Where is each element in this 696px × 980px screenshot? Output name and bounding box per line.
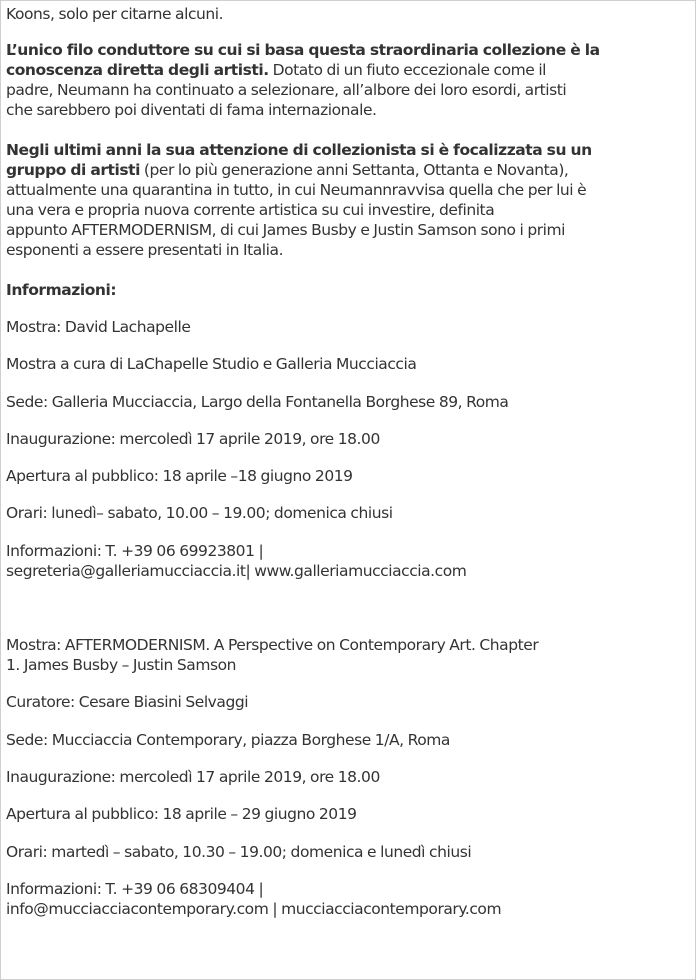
para1-line4: che sarebbero poi diventati di fama internazionale.	[6, 101, 377, 119]
info-heading-text: Informazioni:	[6, 281, 117, 299]
exhibition2-sede-text: Sede: Mucciaccia Contemporary, piazza Borghese 1/A, Roma	[6, 731, 450, 749]
para2-text-line2: (per lo più generazione anni Settanta, Ottanta e Novanta),	[139, 161, 569, 179]
para1-line3: padre, Neumann ha continuato a selezionare, all’albore dei loro esordi, artisti	[6, 81, 567, 99]
para2-bold-line2: gruppo di artisti	[6, 161, 140, 179]
para2-bold-line1: Negli ultimi anni la sua attenzione di collezionista si è focalizzata su un	[6, 141, 592, 159]
exhibition1-orari	[6, 503, 393, 523]
para2-line5: appunto AFTERMODERNISM, di cui James Busby e Justin Samson sono i primi	[6, 221, 566, 239]
paragraph-collection	[6, 40, 600, 120]
exhibition1-phone: Informazioni: T. +39 06 69923801 |	[6, 542, 264, 560]
exhibition2-orari	[6, 842, 471, 862]
exhibition2-email-link[interactable]: info@mucciacciacontemporary.com	[6, 900, 269, 918]
exhibition1-inaugurazione	[6, 429, 380, 449]
exhibition2-separator: |	[268, 900, 282, 918]
exhibition2-sede	[6, 730, 450, 750]
exhibition1-orari-text: Orari: lunedì– sabato, 10.00 – 19.00; domenica chiusi	[6, 504, 393, 522]
exhibition1-inaugurazione-text: Inaugurazione: mercoledì 17 aprile 2019, ore 18.00	[6, 430, 380, 448]
exhibition2-phone: Informazioni: T. +39 06 68309404 |	[6, 880, 264, 898]
para2-line3: attualmente una quarantina in tutto, in cui Neumannravvisa quella che per lui è	[6, 181, 587, 199]
exhibition2-apertura	[6, 804, 357, 824]
paragraph-artists	[6, 140, 592, 260]
exhibition2-curatore	[6, 692, 248, 712]
exhibition1-apertura	[6, 466, 353, 486]
exhibition2-informazioni	[6, 879, 501, 919]
exhibition1-mostra-text: Mostra: David Lachapelle	[6, 318, 191, 336]
exhibition1-sede-text: Sede: Galleria Mucciaccia, Largo della Fontanella Borghese 89, Roma	[6, 393, 509, 411]
exhibition1-email-link[interactable]: segreteria@galleriamucciaccia.it	[6, 562, 246, 580]
exhibition2-inaugurazione-text: Inaugurazione: mercoledì 17 aprile 2019, ore 18.00	[6, 768, 380, 786]
para2-line6: esponenti a essere presentati in Italia.	[6, 241, 284, 259]
exhibition2-apertura-text: Apertura al pubblico: 18 aprile – 29 giugno 2019	[6, 805, 357, 823]
exhibition1-informazioni	[6, 541, 466, 581]
exhibition1-mostra	[6, 317, 190, 337]
exhibition1-cura	[6, 354, 416, 374]
para2-line4: una vera e propria nuova corrente artistica su cui investire, definita	[6, 201, 495, 219]
exhibition1-sede	[6, 392, 509, 412]
exhibition2-mostra	[6, 635, 538, 675]
exhibition2-mostra-line2: 1. James Busby – Justin Samson	[6, 656, 236, 674]
exhibition2-curatore-text: Curatore: Cesare Biasini Selvaggi	[6, 693, 249, 711]
exhibition1-cura-text: Mostra a cura di LaChapelle Studio e Galleria Mucciaccia	[6, 355, 417, 373]
exhibition1-separator: |	[245, 562, 255, 580]
exhibition2-website-link[interactable]: mucciacciacontemporary.com	[281, 900, 502, 918]
info-heading	[6, 280, 116, 300]
exhibition1-website-link[interactable]: www.galleriamucciaccia.com	[254, 562, 467, 580]
para1-bold-line2: conoscenza diretta degli artisti.	[6, 61, 269, 79]
intro-tail-text: Koons, solo per citarne alcuni.	[6, 5, 224, 23]
exhibition2-orari-text: Orari: martedì – sabato, 10.30 – 19.00; domenica e lunedì chiusi	[6, 843, 472, 861]
exhibition2-mostra-line1: Mostra: AFTERMODERNISM. A Perspective on Contemporary Art. Chapter	[6, 636, 539, 654]
para1-bold-line1: L’unico filo conduttore su cui si basa questa straordinaria collezione è la	[6, 41, 600, 59]
intro-tail	[6, 4, 223, 24]
para1-text-line2: Dotato di un fiuto eccezionale come il	[268, 61, 547, 79]
exhibition2-inaugurazione	[6, 767, 380, 787]
exhibition1-apertura-text: Apertura al pubblico: 18 aprile –18 giugno 2019	[6, 467, 353, 485]
